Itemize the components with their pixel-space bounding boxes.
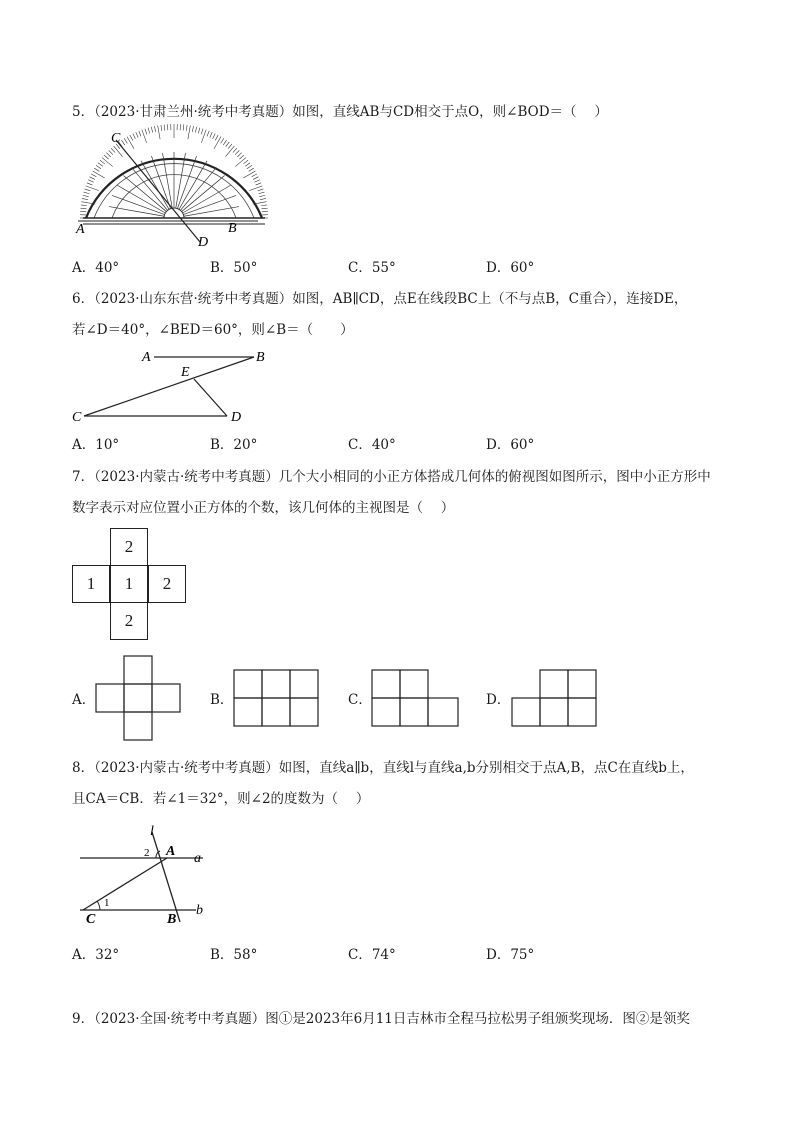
q6-stem-line1: 6．（2023·山东东营·统考中考真题）如图，AB∥CD，点E在线段BC上（不与点B，C重合），连接DE，	[72, 291, 688, 307]
q8-label-point-a: A	[166, 844, 176, 859]
grid-cell-top: 2	[110, 528, 148, 566]
q8-label-a-line: a	[194, 851, 201, 866]
q6-label-a: A	[142, 350, 151, 365]
q7-stem-line2: 数字表示对应位置小正方体的个数，该几何体的主视图是（ ）	[72, 500, 455, 516]
q8-option-c[interactable]: C．74°	[348, 947, 396, 963]
q8-angle-1: 1	[104, 897, 110, 909]
q5-option-d[interactable]: D．60°	[486, 260, 535, 276]
q5-label-a: A	[76, 222, 85, 237]
q6-label-c: C	[72, 410, 82, 425]
q8-option-a[interactable]: A．32°	[72, 947, 120, 963]
q8-label-b-line: b	[196, 903, 203, 918]
q8-label-point-c: C	[86, 912, 96, 927]
q8-angle-2: 2	[144, 847, 150, 859]
q8-label-l: l	[150, 824, 154, 839]
q5-label-b: B	[228, 221, 237, 236]
q7-option-b-letter[interactable]: B．	[210, 692, 234, 708]
q7-option-d-letter[interactable]: D．	[486, 692, 511, 708]
q5-label-d: D	[198, 235, 209, 250]
grid-cell-center: 1	[110, 565, 148, 603]
q8-option-d[interactable]: D．75°	[486, 947, 535, 963]
q6-option-b[interactable]: B．20°	[210, 437, 258, 453]
q8-figure	[78, 822, 228, 932]
q7-option-c-figure[interactable]	[371, 669, 461, 729]
q7-option-a-letter[interactable]: A．	[72, 692, 96, 708]
grid-cell-bottom: 2	[110, 602, 148, 640]
q8-stem-line2: 且CA＝CB．若∠1＝32°，则∠2的度数为（ ）	[72, 791, 370, 807]
q6-option-c[interactable]: C．40°	[348, 437, 396, 453]
grid-cell-right: 2	[148, 565, 186, 603]
q7-option-c-letter[interactable]: C．	[348, 692, 372, 708]
q5-label-c: C	[111, 131, 121, 146]
q6-label-d: D	[231, 410, 242, 425]
q6-figure	[72, 348, 282, 423]
q7-option-a-figure[interactable]	[95, 655, 185, 741]
q7-option-b-figure[interactable]	[233, 669, 321, 729]
q5-protractor-figure	[78, 130, 278, 250]
q6-option-a[interactable]: A．10°	[72, 437, 120, 453]
q6-option-d[interactable]: D．60°	[486, 437, 535, 453]
q6-label-b: B	[256, 350, 265, 365]
q7-top-view-grid	[72, 528, 188, 642]
q5-stem: 5．（2023·甘肃兰州·统考中考真题）如图，直线AB与CD相交于点O，则∠BOD＝（ ）	[72, 104, 608, 120]
q9-stem-line1: 9．（2023·全国·统考中考真题）图①是2023年6月11日吉林市全程马拉松男子组颁奖现场．图②是领奖	[72, 1011, 690, 1027]
q7-stem-line1: 7．（2023·内蒙古·统考中考真题）几个大小相同的小正方体搭成几何体的俯视图如图所示，图中小正方形中	[72, 469, 711, 485]
q5-option-a[interactable]: A．40°	[72, 260, 120, 276]
q8-option-b[interactable]: B．58°	[210, 947, 258, 963]
q5-option-c[interactable]: C．55°	[348, 260, 396, 276]
q6-label-e: E	[181, 365, 190, 380]
q5-option-b[interactable]: B．50°	[210, 260, 258, 276]
grid-cell-left: 1	[72, 565, 110, 603]
q6-stem-line2: 若∠D＝40°，∠BED＝60°，则∠B＝（ ）	[72, 322, 354, 338]
q8-stem-line1: 8．（2023·内蒙古·统考中考真题）如图，直线a∥b，直线l与直线a,b分别相交于点A,B，点C在直线b上，	[72, 760, 694, 776]
q8-label-point-b: B	[167, 912, 177, 927]
q7-option-d-figure[interactable]	[511, 669, 601, 729]
